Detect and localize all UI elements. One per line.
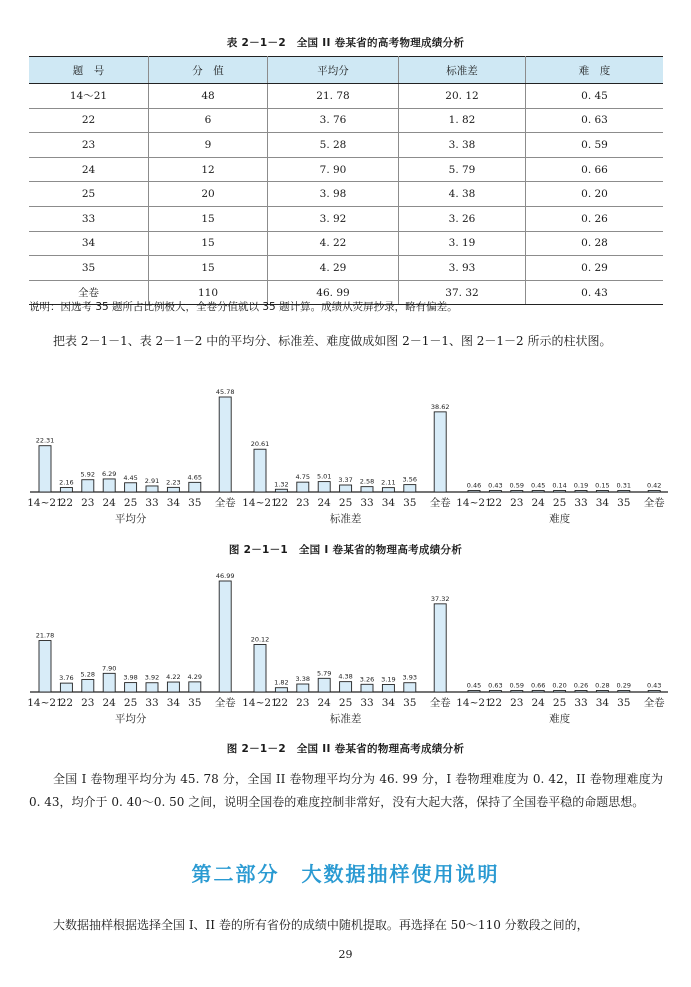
data-label: 3.37 [338,476,353,485]
table-row [29,182,663,207]
data-label: 0.31 [616,481,632,490]
tick-label: 23 [81,697,95,709]
tick-label: 35 [617,497,631,509]
tick-label: 34 [595,697,610,709]
tick-label: 全卷 [429,697,451,709]
group-label: 平均分 [114,513,147,525]
bar [361,487,373,492]
bar [554,691,566,693]
tick-label: 25 [123,697,138,709]
bar [189,682,201,692]
table-cell: 3. 92 [268,206,399,231]
data-label: 4.38 [338,672,353,681]
table-cell: 4. 38 [399,182,526,207]
tick-label: 22 [488,497,503,509]
bar [254,644,266,692]
data-label: 0.15 [595,481,610,490]
tick-label: 34 [595,497,610,509]
tick-label: 33 [360,497,374,509]
data-label: 3.56 [402,475,418,484]
bar [318,482,330,492]
table-cell: 6 [149,108,268,133]
table-cell: 35 [29,256,149,281]
data-label: 46.99 [215,572,235,580]
data-label: 0.45 [466,681,482,690]
table-row [29,84,663,109]
table-cell: 4. 22 [268,231,399,256]
bar [596,491,608,493]
bar [511,491,523,493]
table-cell: 3. 38 [399,133,526,158]
table-cell: 21. 78 [268,84,399,109]
table-cell: 7. 90 [268,157,399,182]
bar [103,479,115,492]
table-cell: 33 [29,206,149,231]
bar [82,480,94,492]
tick-label: 24 [102,697,116,709]
group-label: 难度 [549,513,571,525]
data-label: 0.20 [552,681,567,690]
bar [146,683,158,692]
bar [82,680,94,692]
bar [382,684,394,692]
table-cell: 3. 98 [268,182,399,207]
table-cell: 0. 59 [526,133,664,158]
tick-label: 全卷 [643,697,665,709]
data-label: 4.45 [123,473,138,482]
table-cell: 1. 82 [399,108,526,133]
tick-label: 14~21 [242,497,278,509]
table-cell: 3. 26 [399,206,526,231]
data-label: 3.93 [402,673,418,682]
table-cell: 46. 99 [268,280,399,305]
table-cell: 0. 26 [526,206,664,231]
tick-label: 35 [188,697,202,709]
table-cell: 15 [149,256,268,281]
tick-label: 22 [488,697,503,709]
chart2-caption: 图 2－1－2 全国 II 卷某省的物理高考成绩分析 [226,743,465,755]
table-cell: 0. 45 [526,84,664,109]
page-number: 29 [338,948,353,961]
data-label: 0.66 [530,681,546,690]
score-table [29,56,663,305]
table-cell: 37. 32 [399,280,526,305]
data-label: 1.32 [274,480,289,489]
tick-label: 14~21 [456,497,492,509]
bar [219,581,231,692]
bar [318,678,330,692]
col-header-difficulty: 难 度 [526,57,664,84]
table-cell: 5. 28 [268,133,399,158]
tick-label: 23 [296,697,310,709]
data-label: 2.91 [144,476,160,485]
table-row [29,133,663,158]
data-label: 21.78 [35,631,55,640]
group-label: 标准差 [329,513,362,525]
tick-label: 全卷 [214,497,236,509]
data-label: 5.01 [316,472,332,481]
data-label: 0.46 [466,481,482,490]
table-cell: 5. 79 [399,157,526,182]
tick-label: 14~21 [27,697,63,709]
table-cell: 0. 20 [526,182,664,207]
table-cell: 48 [149,84,268,109]
tick-label: 22 [274,697,289,709]
bar [103,673,115,692]
paragraph-intro: 把表 2－1－1、表 2－1－2 中的平均分、标准差、难度做成如图 2－1－1、图 2－1－2 所示的柱状图。 [53,334,612,348]
data-label: 0.43 [488,481,503,490]
tick-label: 14~21 [27,497,63,509]
table-row [29,206,663,231]
data-label: 2.16 [59,478,74,487]
bar [596,691,608,693]
tick-label: 23 [296,497,310,509]
tick-label: 33 [574,697,588,709]
data-label: 4.75 [295,473,311,482]
bar [382,488,394,492]
table-cell: 0. 43 [526,280,664,305]
bar [532,690,544,692]
group-label: 难度 [549,713,571,725]
tick-label: 35 [403,697,417,709]
bar [434,412,446,492]
tick-label: 25 [552,697,567,709]
data-label: 4.22 [166,673,181,682]
paragraph-analysis: 全国 I 卷物理平均分为 45. 78 分，全国 II 卷物理平均分为 46. 99 分，I 卷物理难度为 0. 42，II 卷物理难度为 0. 43，均介于 0. 40～0. 50 之间，说明全国卷的难度控制非常好，没有大起大落，保持了全国卷平稳的命题思想。 [29,772,663,809]
bar [434,604,446,692]
tick-label: 24 [102,497,116,509]
bar [219,397,231,492]
group-label: 平均分 [114,713,147,725]
data-label: 0.26 [573,681,589,690]
tick-label: 22 [274,497,289,509]
paragraph-sampling: 大数据抽样根据选择全国 I、II 卷的所有省份的成绩中随机提取。再选择在 50～110 分数段之间的， [53,918,589,932]
bar [575,691,587,693]
table-cell: 22 [29,108,149,133]
table-cell: 3. 76 [268,108,399,133]
data-label: 3.98 [123,673,138,682]
tick-label: 24 [531,697,545,709]
bar [532,491,544,493]
data-label: 0.14 [552,481,567,490]
table-cell: 20 [149,182,268,207]
tick-label: 25 [552,497,567,509]
tick-label: 34 [381,497,396,509]
data-label: 45.78 [215,388,235,396]
bar [189,482,201,492]
data-label: 0.63 [488,681,503,690]
tick-label: 34 [166,697,181,709]
data-label: 3.76 [59,674,74,683]
tick-label: 14~21 [456,697,492,709]
tick-label: 35 [403,497,417,509]
bar [60,488,72,492]
bar [511,691,523,693]
bar [648,491,660,493]
data-label: 7.90 [101,664,117,673]
table-cell: 20. 12 [399,84,526,109]
group-label: 标准差 [329,713,362,725]
bar [146,486,158,492]
bar [60,683,72,692]
data-label: 5.92 [80,470,96,479]
table-cell: 110 [149,280,268,305]
data-label: 37.32 [430,594,450,603]
tick-label: 33 [574,497,588,509]
bar [297,684,309,692]
table-cell: 25 [29,182,149,207]
bar [39,446,51,492]
tick-label: 24 [531,497,545,509]
tick-label: 23 [81,497,95,509]
bar [648,691,660,693]
data-label: 22.31 [35,436,55,445]
tick-label: 34 [166,497,181,509]
data-label: 5.79 [316,669,332,678]
tick-label: 22 [59,497,74,509]
table-cell: 3. 19 [399,231,526,256]
tick-label: 25 [338,697,353,709]
data-label: 2.11 [381,478,396,487]
table-cell: 15 [149,231,268,256]
table-cell: 全卷 [29,280,149,305]
tick-label: 25 [338,497,353,509]
tick-label: 33 [360,697,374,709]
table-cell: 4. 29 [268,256,399,281]
data-label: 4.65 [187,473,203,482]
data-label: 20.12 [250,635,270,644]
tick-label: 34 [381,697,396,709]
data-label: 1.82 [274,678,289,687]
table-caption: 表 2－1－2 全国 II 卷某省的高考物理成绩分析 [226,37,465,49]
tick-label: 35 [188,497,202,509]
bar [618,691,630,693]
table-row [29,157,663,182]
data-label: 3.26 [359,675,375,684]
table-cell: 34 [29,231,149,256]
col-header-points: 分 值 [149,57,268,84]
data-label: 0.43 [646,681,662,690]
bar [340,682,352,692]
tick-label: 23 [510,497,524,509]
table-cell: 23 [29,133,149,158]
data-label: 0.59 [509,481,525,490]
bar [125,483,137,492]
data-label: 5.28 [80,670,96,679]
section-title: 第二部分 大数据抽样使用说明 [191,862,500,886]
data-label: 4.29 [187,672,203,681]
col-header-stddev: 标准差 [399,57,526,84]
bar [340,485,352,492]
tick-label: 全卷 [643,497,665,509]
table-header-row [29,57,663,84]
table-cell: 0. 29 [526,256,664,281]
data-label: 0.42 [646,481,662,490]
data-label: 0.28 [595,681,610,690]
col-header-mean: 平均分 [268,57,399,84]
table-cell: 14～21 [29,84,149,109]
table-cell: 15 [149,206,268,231]
tick-label: 22 [59,697,74,709]
tick-label: 33 [145,497,159,509]
bar [275,688,287,692]
tick-label: 24 [317,497,331,509]
data-label: 3.38 [295,675,311,684]
chart-exam-1 [0,385,691,530]
bar [489,691,501,693]
bar [275,489,287,492]
tick-label: 25 [123,497,138,509]
table-note: 说明：因选考 35 题所占比例极大，全卷分值就以 35 题计算。成绩从荧屏抄录，略有偏差。 [29,301,458,313]
bar [39,641,51,692]
table-cell: 0. 66 [526,157,664,182]
table-cell: 0. 28 [526,231,664,256]
bar [125,683,137,692]
data-label: 3.92 [144,673,160,682]
data-label: 20.61 [250,440,270,449]
tick-label: 23 [510,697,524,709]
bar [361,684,373,692]
bar [404,485,416,492]
tick-label: 35 [617,697,631,709]
bar [554,491,566,493]
bar [297,482,309,492]
bar [167,682,179,692]
bar [167,487,179,492]
data-label: 38.62 [430,402,450,411]
data-label: 0.45 [530,481,546,490]
table-cell: 9 [149,133,268,158]
table-cell: 3. 93 [399,256,526,281]
bar [489,491,501,493]
tick-label: 全卷 [214,697,236,709]
data-label: 2.58 [359,477,375,486]
chart-exam-2 [0,565,691,730]
tick-label: 33 [145,697,159,709]
chart1-caption: 图 2－1－1 全国 I 卷某省的物理高考成绩分析 [228,544,463,556]
table-cell: 24 [29,157,149,182]
bar [254,449,266,492]
data-label: 0.59 [509,681,525,690]
tick-label: 14~21 [242,697,278,709]
tick-label: 24 [317,697,331,709]
bar [575,491,587,493]
bar [618,491,630,493]
bar [468,691,480,693]
tick-label: 全卷 [429,497,451,509]
bar [404,683,416,692]
data-label: 2.23 [166,478,181,487]
table-row [29,231,663,256]
data-label: 0.29 [616,681,632,690]
table-cell: 0. 63 [526,108,664,133]
table-row [29,108,663,133]
table-row [29,256,663,281]
data-label: 0.19 [573,481,589,490]
data-label: 6.29 [101,469,117,478]
bar [468,491,480,493]
table-cell: 12 [149,157,268,182]
col-header-question: 题 号 [29,57,149,84]
data-label: 3.19 [381,675,396,684]
